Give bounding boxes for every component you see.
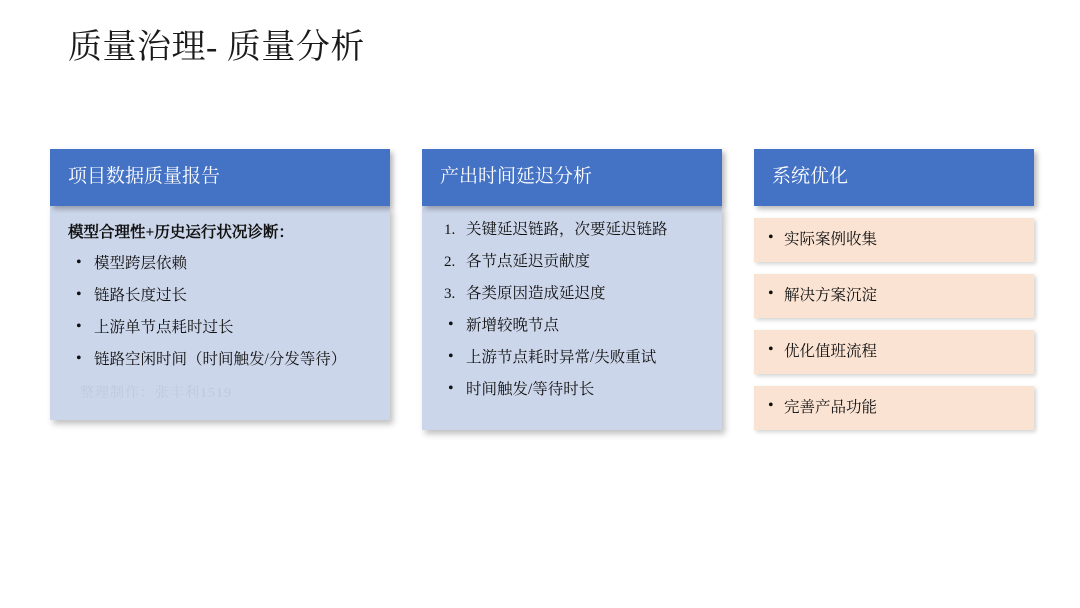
list-item: 关键延迟链路，次要延迟链路 <box>466 221 668 238</box>
list-item: • 完善产品功能 <box>754 386 1034 430</box>
card-output-delay-analysis <box>422 149 722 430</box>
list-item: • 上游节点耗时异常/失败重试 <box>440 348 704 368</box>
chip-list <box>754 218 1034 430</box>
list-item: • 链路空闲时间（时间触发/分发等待） <box>68 350 372 370</box>
card-project-data-quality-report <box>50 149 390 420</box>
list-item: • 模型跨层依赖 <box>68 254 372 274</box>
bullet-list <box>68 254 372 370</box>
list-item: • 实际案例收集 <box>754 218 1034 262</box>
page-title: 质量治理- 质量分析 <box>68 29 365 66</box>
list-item: • 优化值班流程 <box>754 330 1034 374</box>
numbered-list <box>440 220 704 400</box>
card-header: 项目数据质量报告 <box>50 149 390 206</box>
list-item: • 解决方案沉淀 <box>754 274 1034 318</box>
list-item: • 链路长度过长 <box>68 286 372 306</box>
list-item: • 新增较晚节点 <box>440 316 704 336</box>
card-body <box>422 206 722 430</box>
list-item: • 上游单节点耗时过长 <box>68 318 372 338</box>
list-item: 各节点延迟贡献度 <box>466 253 591 270</box>
content-columns <box>50 149 1060 430</box>
list-item: 各类原因造成延迟度 <box>466 285 606 302</box>
card-system-optimization <box>754 149 1034 430</box>
list-item: • 时间触发/等待时长 <box>440 380 704 400</box>
watermark-text: 整理制作：张丰利1519 <box>80 386 232 401</box>
card-header: 产出时间延迟分析 <box>422 149 722 206</box>
card-header: 系统优化 <box>754 149 1034 206</box>
card-body <box>50 206 390 420</box>
card-lead-text: 模型合理性+历史运行状况诊断： <box>68 224 294 241</box>
